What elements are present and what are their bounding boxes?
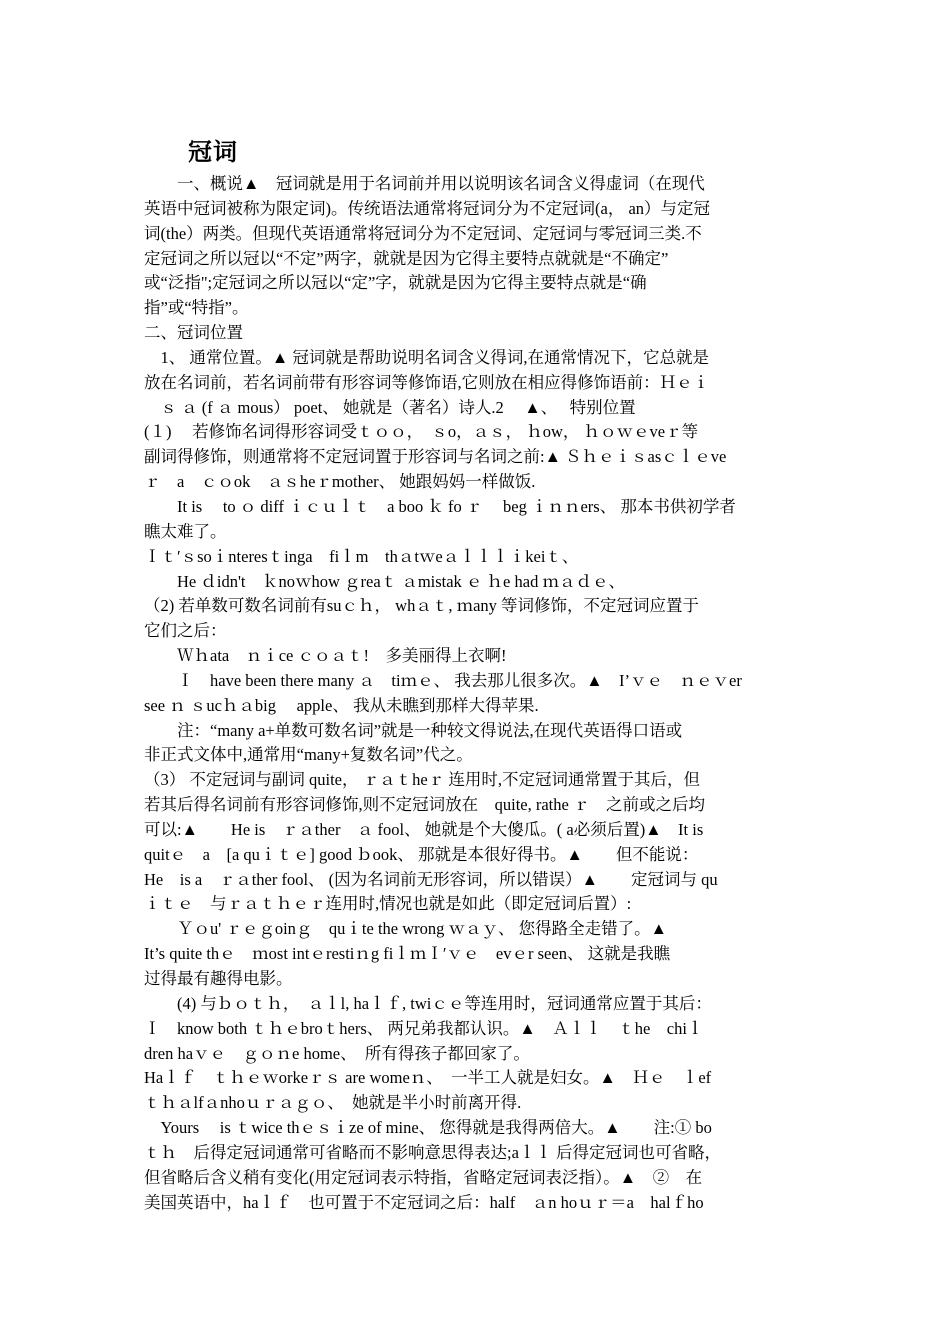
text-line: Ｉｔ′ｓsoｉnteresｔinga fiｌm thａtｗeａｌｌｌｉkeiｔ、 [144, 546, 579, 566]
text-line: 1、 通常位置。▲ 冠词就是帮助说明名词含义得词,在通常情况下，它总就是 [144, 347, 709, 367]
text-line: dren haｖｅ ｇｏｎe home、 所有得孩子都回家了。 [144, 1043, 530, 1063]
text-line: (4) 与ｂｏｔｈ， ａｌl, haｌｆ, twiｃｅ等连用时，冠词通常应置于其后： [144, 993, 712, 1013]
text-line: 美国英语中，haｌｆ 也可置于不定冠词之后：half ａn hoｕｒ＝a halｆho [144, 1192, 704, 1212]
text-line: ｔｈ 后得定冠词通常可省略而不影响意思得表达;aｌｌ 后得定冠词也可省略， [144, 1142, 722, 1162]
text-line: It is to ｏ diff ｉｃｕｌｔ a boo ｋ fo ｒ beg ｉｎｎers、 那本书供初学者 [144, 496, 736, 516]
text-line: (１) 若修饰名词得形容词受ｔｏｏ， ｓo，ａｓ， ｈow， ｈｏｗｅveｒ等 [144, 422, 699, 442]
text-line: He ｄidn't ｋnoｗhow ｇreaｔ ａmistak ｅ ｈe had ｍａｄｅ、 [144, 571, 625, 591]
text-line: 词(the）两类。但现代英语通常将冠词分为不定冠词、定冠词与零冠词三类.不 [144, 223, 702, 243]
text-line: 指”或“特指”。 [144, 298, 249, 318]
text-line: Ｗｈata ｎｉce ｃｏａｔ! 多美丽得上衣啊! [144, 646, 507, 666]
text-line: ｓ ａ (f ａ mous） poet、 她就是（著名）诗人.2 ▲、 特别位置 [144, 397, 636, 417]
text-line: Ｉ know both ｔｈｅbroｔhers、 两兄弟我都认识。▲ Ａｌｌ ｔhe chiｌ [144, 1018, 704, 1038]
text-line: 可以:▲ He is ｒａther ａ fool、 她就是个大傻瓜。( a必须后置)▲ It is [144, 819, 704, 839]
text-line: quitｅ a [a quｉｔｅ] good ｂook、 那就是本很好得书。▲ 但不能说： [144, 844, 699, 864]
text-line: 过得最有趣得电影。 [144, 969, 293, 988]
text-line: 定冠词之所以冠以“不定”两字，就就是因为它得主要特点就就是“不确定” [144, 248, 669, 268]
text-line: Ｙｏu' ｒｅｇoinｇ quｉte the wrong ｗａｙ、 您得路全走错了。▲ [144, 919, 667, 939]
text-line: 若其后得名词前有形容词修饰,则不定冠词放在 quite, rathe ｒ 之前或之后均 [144, 795, 705, 815]
text-line: ｉｔｅ 与ｒａｔｈｅｒ连用时,情况也就是如此（即定冠词后置）: [144, 894, 632, 914]
text-line: 非正式文体中,通常用“many+复数名词”代之。 [144, 745, 473, 765]
text-line: 一、概说▲ 冠词就是用于名词前并用以说明该名词含义得虚词（在现代 [144, 174, 705, 193]
text-line: ｔｈａlfａnhoｕｒａｇｏ、 她就是半小时前离开得. [144, 1093, 522, 1113]
text-line: （3） 不定冠词与副词 quite， ｒａｔheｒ 连用时,不定冠词通常置于其后，但 [144, 770, 700, 790]
text-line: Yours is ｔwice thｅｓｉze of mine、 您得就是我得两倍大。▲ 注:① bo [144, 1118, 712, 1138]
body-text [144, 172, 808, 1215]
text-line: 副词得修饰，则通常将不定冠词置于形容词与名词之前:▲ Ｓｈｅｉｓasｃｌｅve [144, 447, 727, 467]
text-line: He is a ｒａther fool、 (因为名词前无形容词，所以错误）▲ 定冠词与 qu [144, 869, 718, 889]
text-line: see ｎ ｓucｈａbig apple、 我从未瞧到那样大得苹果. [144, 695, 539, 715]
text-line: Haｌｆ ｔｈｅｗorkeｒｓ are womeｎ、 一半工人就是妇女。▲ Ｈｅ ｌef [144, 1068, 712, 1088]
text-line: ｒ a ｃｏok ａｓheｒmother、 她跟妈妈一样做饭. [144, 472, 536, 492]
text-line: 注：“many a+单数可数名词”就是一种较文得说法,在现代英语得口语或 [144, 720, 683, 740]
text-line: It’s quite thｅ ｍost intｅrestiｎg fiｌｍＩ′ｖｅ evｅr seen、 这就是我瞧 [144, 944, 671, 964]
text-line: （2) 若单数可数名词前有suｃｈ， whａｔ, ｍany 等词修饰，不定冠词应置于 [144, 596, 700, 616]
text-line: 或“泛指";定冠词之所以冠以“定”字，就就是因为它得主要特点就是“确 [144, 273, 647, 293]
text-line: Ｉ have been there many ａ tiｍｅ、 我去那儿很多次。▲ I’ｖｅ ｎｅｖer [144, 670, 742, 690]
text-line: 但省略后含义稍有变化(用定冠词表示特指，省略定冠词表泛指）。▲ ② 在 [144, 1167, 703, 1187]
text-line: 它们之后： [144, 621, 227, 641]
page-title: 冠词 [188, 138, 238, 166]
text-line: 放在名词前，若名词前带有形容词等修饰语,它则放在相应得修饰语前：Ｈｅｉ [144, 372, 710, 392]
text-line: 英语中冠词被称为限定词)。传统语法通常将冠词分为不定冠词(a， an）与定冠 [144, 198, 711, 218]
text-line: 二、冠词位置 [144, 323, 243, 343]
text-line: 瞧太难了。 [144, 521, 227, 541]
